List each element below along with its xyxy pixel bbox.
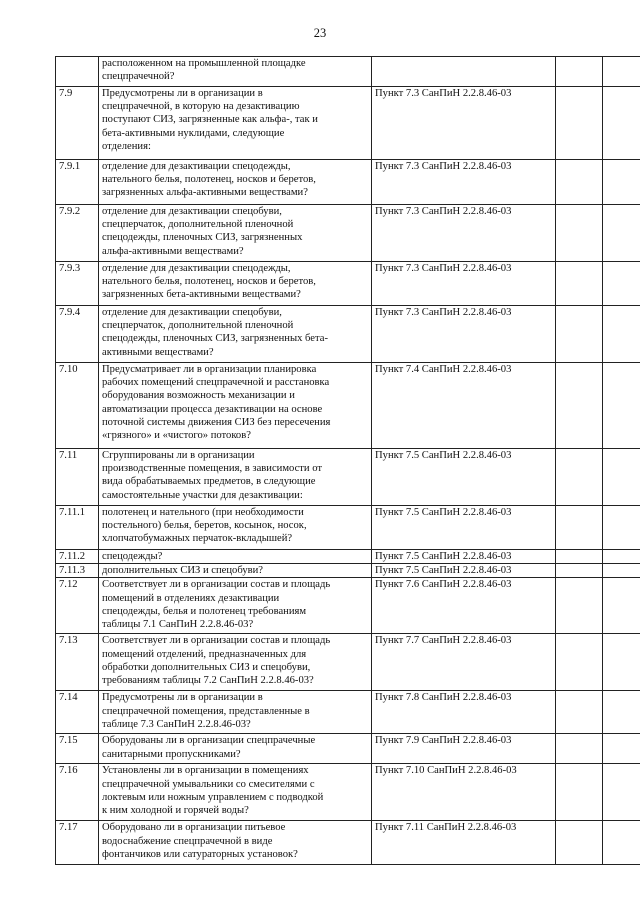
checklist-rows [56, 57, 640, 865]
table-row [56, 160, 640, 205]
answer-cell [556, 57, 603, 87]
note-cell [603, 262, 640, 306]
note-cell [603, 306, 640, 363]
question-cell [99, 306, 372, 363]
question-cell [99, 550, 372, 564]
question-text: Оборудованы ли в организации спецпрачечные санитарными пропускниками? [102, 735, 316, 760]
question-text: Установлены ли в организации в помещениях спецпрачечной умывальники со смесителями с локтевым или ножным управлением с подводкой к ним холодной и горячей воды? [102, 765, 324, 817]
item-number: 7.16 [56, 764, 99, 821]
table-row [56, 205, 640, 262]
regulation-reference: Пункт 7.11 СанПиН 2.2.8.46-03 [372, 821, 556, 865]
question-text: Предусмотрены ли в организации в спецпрачечной, в которую на дезактивацию поступают СИЗ, загрязненные как альфа-, так и бета-активными нуклидами, следующие отделения: [102, 88, 318, 152]
note-cell [603, 564, 640, 578]
question-cell [99, 634, 372, 691]
question-text: дополнительных СИЗ и спецобуви? [102, 565, 264, 577]
item-number: 7.9.4 [56, 306, 99, 363]
page-number: 23 [313, 26, 327, 40]
table-row [56, 550, 640, 564]
item-number: 7.9.1 [56, 160, 99, 205]
answer-cell [556, 550, 603, 564]
item-number [56, 57, 99, 87]
question-text: расположенном на промышленной площадке спецпрачечной? [102, 58, 306, 83]
question-cell [99, 160, 372, 205]
table-row [56, 306, 640, 363]
note-cell [603, 506, 640, 550]
answer-cell [556, 262, 603, 306]
answer-cell [556, 160, 603, 205]
regulation-reference: Пункт 7.3 СанПиН 2.2.8.46-03 [372, 262, 556, 306]
question-text: полотенец и нательного (при необходимости постельного) белья, беретов, косынок, носок, хлопчатобумажных перчаток-вкладышей? [102, 507, 307, 545]
regulation-reference: Пункт 7.3 СанПиН 2.2.8.46-03 [372, 306, 556, 363]
answer-cell [556, 691, 603, 734]
note-cell [603, 160, 640, 205]
note-cell [603, 764, 640, 821]
question-cell [99, 87, 372, 160]
question-cell [99, 363, 372, 449]
note-cell [603, 87, 640, 160]
question-cell [99, 734, 372, 764]
regulation-reference: Пункт 7.9 СанПиН 2.2.8.46-03 [372, 734, 556, 764]
regulation-reference: Пункт 7.3 СанПиН 2.2.8.46-03 [372, 87, 556, 160]
item-number: 7.9.3 [56, 262, 99, 306]
note-cell [603, 57, 640, 87]
regulation-reference: Пункт 7.8 СанПиН 2.2.8.46-03 [372, 691, 556, 734]
item-number: 7.11 [56, 449, 99, 506]
question-text: отделение для дезактивации спецодежды, нательного белья, полотенец, носков и беретов, загрязненных альфа-активными веществами? [102, 161, 316, 199]
note-cell [603, 550, 640, 564]
item-number: 7.11.3 [56, 564, 99, 578]
item-number: 7.9 [56, 87, 99, 160]
table-row [56, 564, 640, 578]
question-cell [99, 821, 372, 865]
answer-cell [556, 734, 603, 764]
answer-cell [556, 87, 603, 160]
question-cell [99, 506, 372, 550]
answer-cell [556, 449, 603, 506]
question-cell [99, 205, 372, 262]
question-text: отделение для дезактивации спецодежды, нательного белья, полотенец, носков и беретов, загрязненных бета-активными веществами? [102, 263, 316, 301]
item-number: 7.10 [56, 363, 99, 449]
note-cell [603, 578, 640, 634]
answer-cell [556, 306, 603, 363]
table-row [56, 634, 640, 691]
answer-cell [556, 578, 603, 634]
table-row [56, 821, 640, 865]
table-row [56, 262, 640, 306]
question-text: Соответствует ли в организации состав и площадь помещений в отделениях дезактивации спецодежды, белья и полотенец требованиям таблицы 7.1 СанПиН 2.2.8.46-03? [102, 579, 331, 631]
note-cell [603, 205, 640, 262]
regulation-reference: Пункт 7.10 СанПиН 2.2.8.46-03 [372, 764, 556, 821]
answer-cell [556, 634, 603, 691]
answer-cell [556, 363, 603, 449]
item-number: 7.11.2 [56, 550, 99, 564]
table-row [56, 87, 640, 160]
note-cell [603, 734, 640, 764]
table-row [56, 734, 640, 764]
question-cell [99, 578, 372, 634]
question-text: Сгруппированы ли в организации производственные помещения, в зависимости от вида обрабатываемых предметов, в следующие самостоятельные участки для дезактивации: [102, 450, 323, 501]
item-number: 7.11.1 [56, 506, 99, 550]
note-cell [603, 449, 640, 506]
answer-cell [556, 564, 603, 578]
regulation-reference: Пункт 7.7 СанПиН 2.2.8.46-03 [372, 634, 556, 691]
item-number: 7.15 [56, 734, 99, 764]
regulation-reference: Пункт 7.4 СанПиН 2.2.8.46-03 [372, 363, 556, 449]
item-number: 7.17 [56, 821, 99, 865]
answer-cell [556, 764, 603, 821]
note-cell [603, 821, 640, 865]
table-row [56, 57, 640, 87]
note-cell [603, 691, 640, 734]
regulation-reference [372, 57, 556, 87]
question-text: Предусмотрены ли в организации в спецпрачечной помещения, представленные в таблице 7.3 СанПиН 2.2.8.46-03? [102, 692, 310, 730]
regulation-reference: Пункт 7.5 СанПиН 2.2.8.46-03 [372, 449, 556, 506]
regulation-reference: Пункт 7.3 СанПиН 2.2.8.46-03 [372, 205, 556, 262]
answer-cell [556, 205, 603, 262]
question-cell [99, 691, 372, 734]
regulation-reference: Пункт 7.5 СанПиН 2.2.8.46-03 [372, 564, 556, 578]
regulation-reference: Пункт 7.5 СанПиН 2.2.8.46-03 [372, 550, 556, 564]
note-cell [603, 634, 640, 691]
question-text: спецодежды? [102, 551, 163, 562]
item-number: 7.13 [56, 634, 99, 691]
question-text: отделение для дезактивации спецобуви, спецперчаток, дополнительной пленочной спецодежды, пленочных СИЗ, загрязненных альфа-активными веществами? [102, 206, 303, 257]
note-cell [603, 363, 640, 449]
checklist-table [55, 56, 640, 865]
table-row [56, 363, 640, 449]
regulation-reference: Пункт 7.3 СанПиН 2.2.8.46-03 [372, 160, 556, 205]
question-cell [99, 449, 372, 506]
question-cell [99, 764, 372, 821]
answer-cell [556, 821, 603, 865]
item-number: 7.12 [56, 578, 99, 634]
table-row [56, 449, 640, 506]
question-text: Соответствует ли в организации состав и площадь помещений отделений, предназначенных для обработки дополнительных СИЗ и спецобуви, требованиям таблицы 7.2 СанПиН 2.2.8.46-03? [102, 635, 331, 687]
regulation-reference: Пункт 7.6 СанПиН 2.2.8.46-03 [372, 578, 556, 634]
table-row [56, 691, 640, 734]
item-number: 7.14 [56, 691, 99, 734]
question-text: Предусматривает ли в организации планировка рабочих помещений спецпрачечной и расстановка оборудования возможность механизации и автоматизации процесса дезактивации на основе поточной системы движения СИЗ без пересечения «грязного» и «чистого» потоков? [102, 364, 331, 442]
item-number: 7.9.2 [56, 205, 99, 262]
table-row [56, 764, 640, 821]
question-cell [99, 564, 372, 578]
question-text: Оборудовано ли в организации питьевое водоснабжение спецпрачечной в виде фонтанчиков или сатураторных установок? [102, 822, 298, 860]
table-row [56, 578, 640, 634]
question-text: отделение для дезактивации спецобуви, спецперчаток, дополнительной пленочной спецодежды, пленочных СИЗ, загрязненных бета- активными веществами? [102, 307, 328, 358]
regulation-reference: Пункт 7.5 СанПиН 2.2.8.46-03 [372, 506, 556, 550]
question-cell [99, 57, 372, 87]
answer-cell [556, 506, 603, 550]
question-cell [99, 262, 372, 306]
table-row [56, 506, 640, 550]
